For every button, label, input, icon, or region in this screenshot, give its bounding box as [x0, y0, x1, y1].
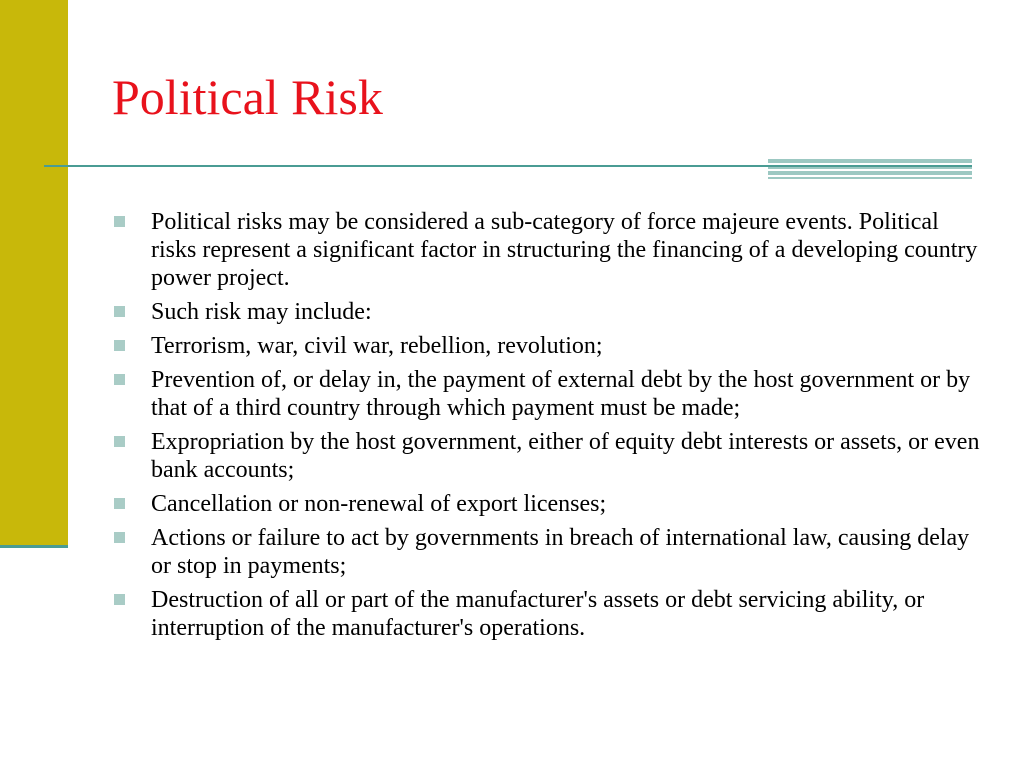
bullet-text: Prevention of, or delay in, the payment of external debt by the host government or by that of a third country through which payment must be made;: [151, 367, 971, 421]
bullet-item: [112, 208, 982, 292]
bullet-text: Actions or failure to act by governments in breach of international law, causing delay or stop in payments;: [151, 525, 970, 579]
bullet-text: Terrorism, war, civil war, rebellion, revolution;: [151, 333, 603, 359]
square-bullet-icon: [114, 216, 125, 227]
bullet-item: [112, 332, 982, 360]
bullet-text: Such risk may include:: [151, 299, 372, 325]
bullet-list: [112, 208, 982, 648]
bullet-text: Expropriation by the host government, either of equity debt interests or assets, or even bank accounts;: [151, 429, 980, 483]
left-accent-bar-underline: [0, 545, 68, 548]
title-divider-accent-block: [768, 159, 972, 179]
bullet-item: [112, 298, 982, 326]
bullet-item: [112, 524, 982, 580]
bullet-text: Destruction of all or part of the manufacturer's assets or debt servicing ability, or interruption of the manufacturer's operations.: [151, 587, 925, 641]
title-divider-line: [44, 165, 768, 167]
slide-title: Political Risk: [112, 69, 383, 125]
square-bullet-icon: [114, 374, 125, 385]
square-bullet-icon: [114, 594, 125, 605]
bullet-item: [112, 366, 982, 422]
bullet-text: Cancellation or non-renewal of export licenses;: [151, 491, 607, 517]
bullet-item: [112, 490, 982, 518]
bullet-item: [112, 586, 982, 642]
bullet-text: Political risks may be considered a sub-category of force majeure events. Political risks represent a significant factor in structuring the financing of a developing country power project.: [151, 209, 978, 291]
square-bullet-icon: [114, 532, 125, 543]
square-bullet-icon: [114, 340, 125, 351]
bullet-item: [112, 428, 982, 484]
square-bullet-icon: [114, 436, 125, 447]
left-accent-bar: [0, 0, 68, 545]
square-bullet-icon: [114, 498, 125, 509]
square-bullet-icon: [114, 306, 125, 317]
